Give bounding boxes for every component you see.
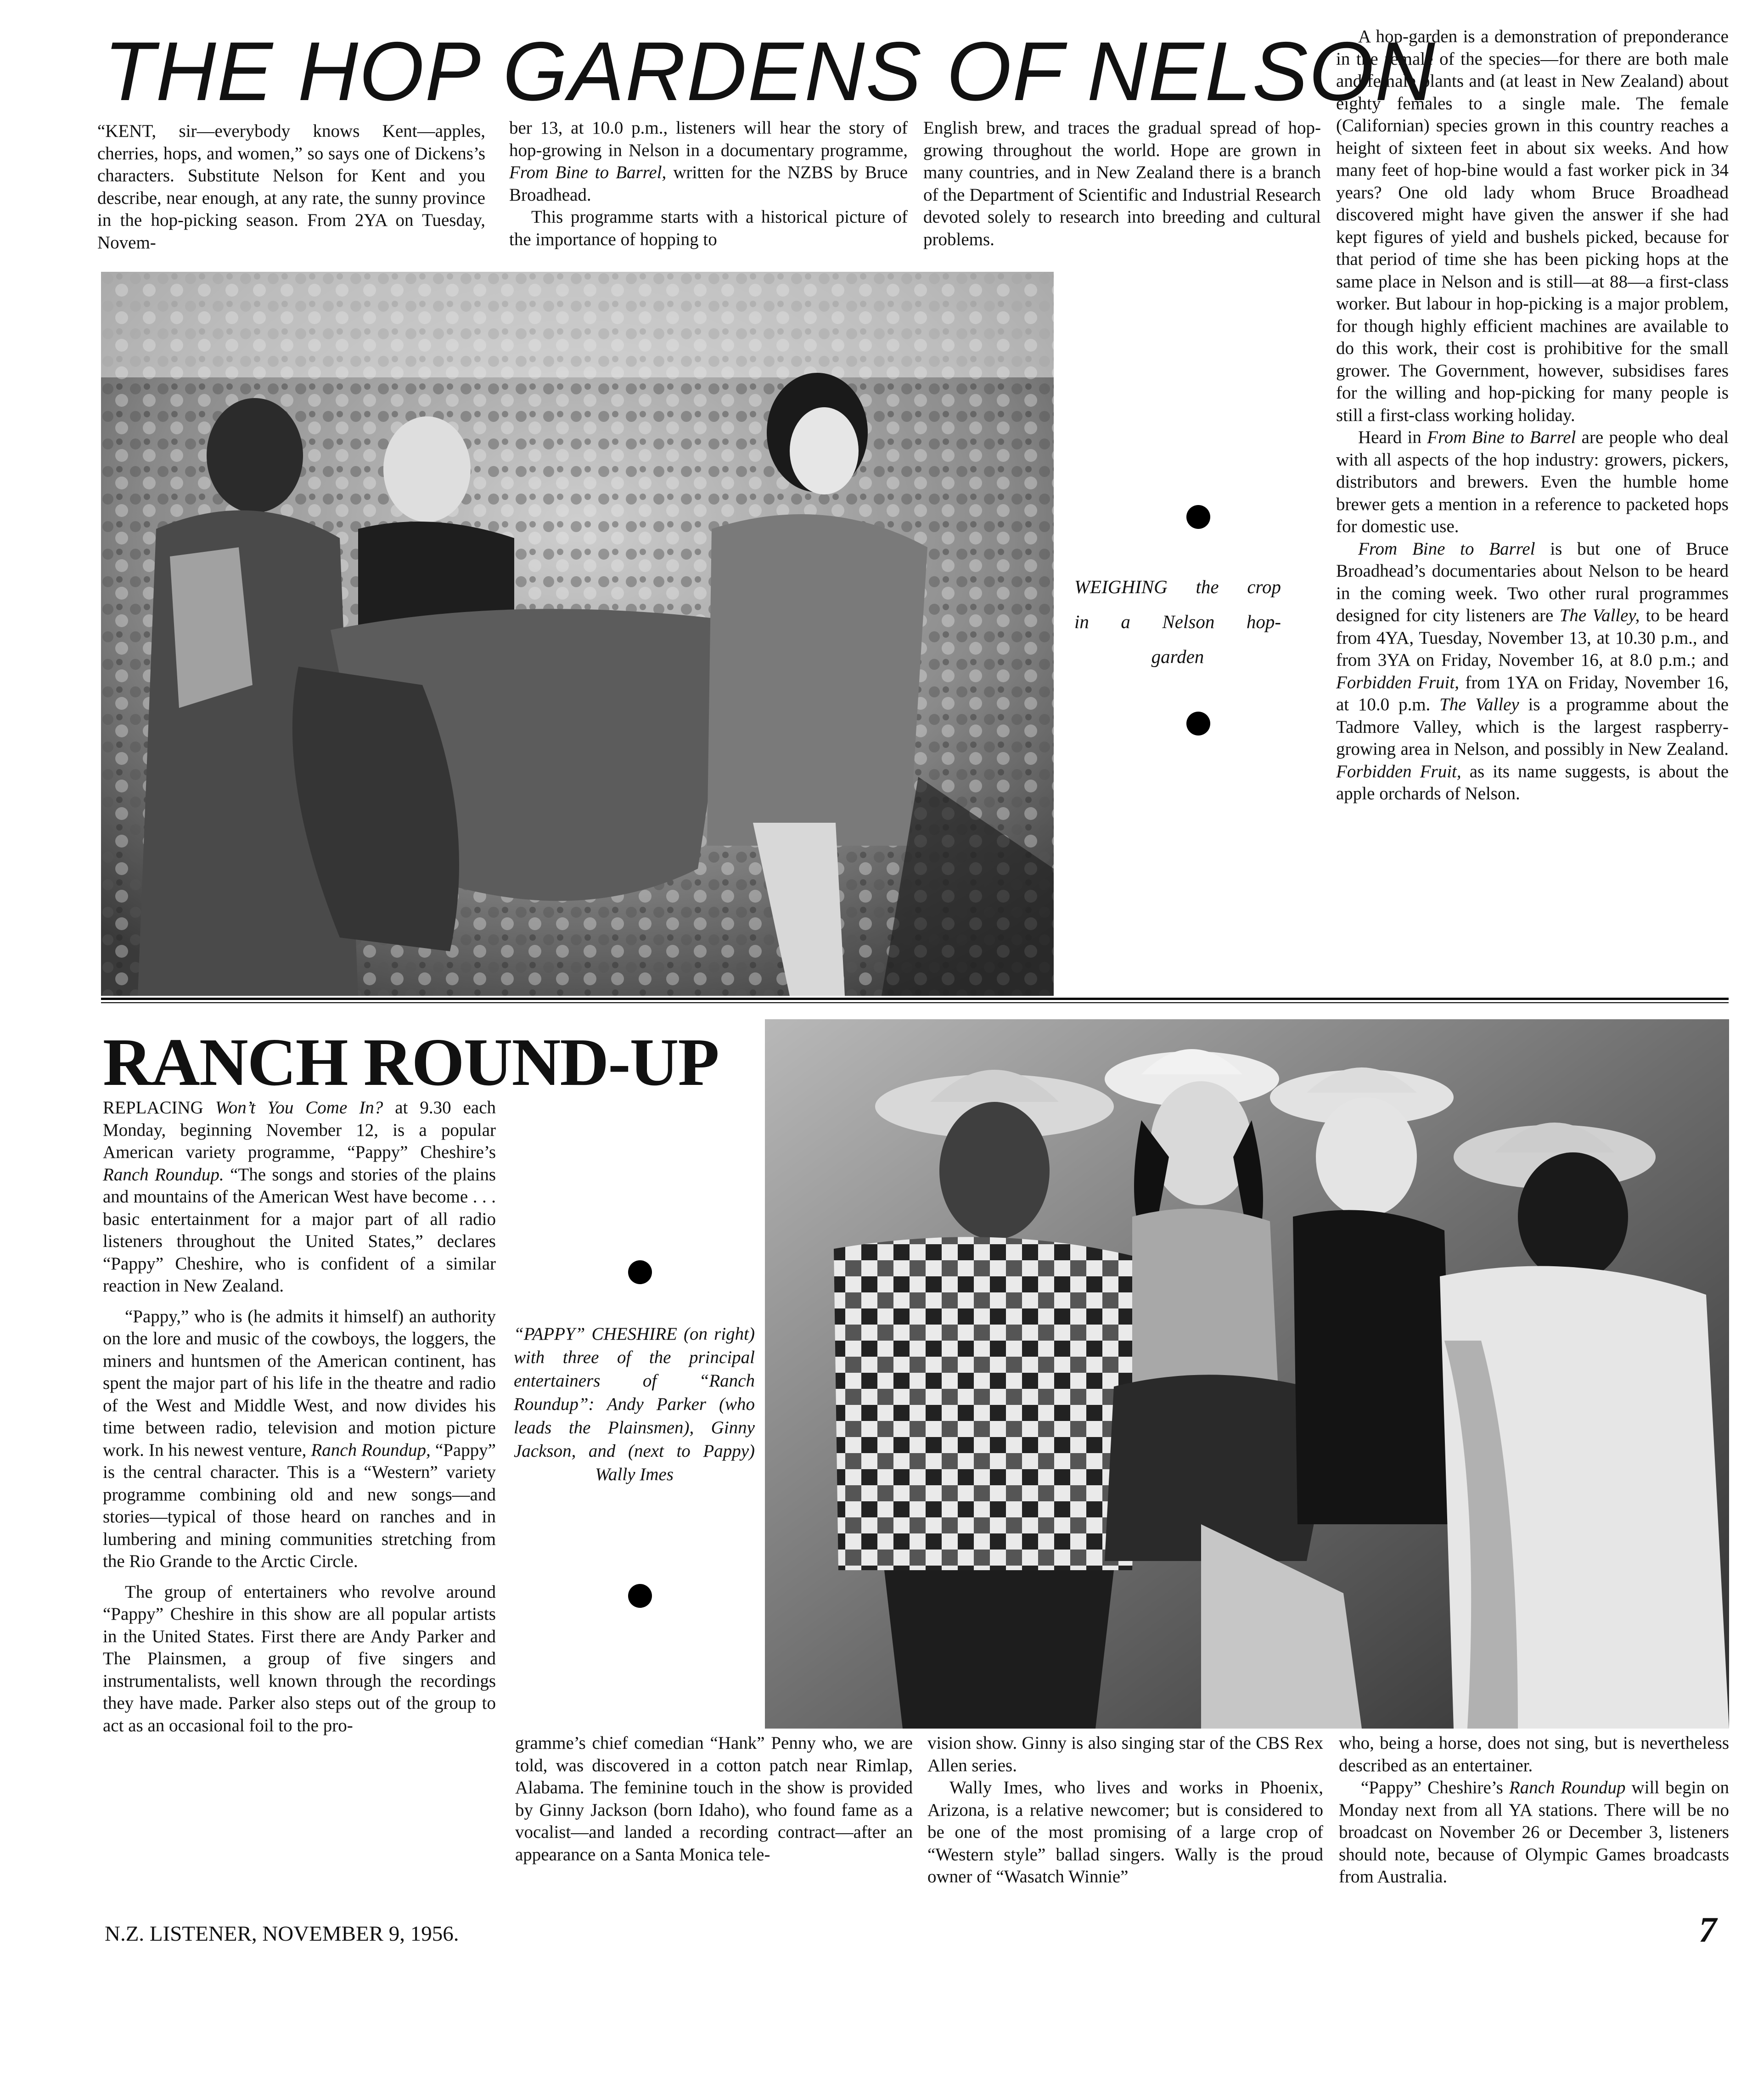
hop-col-4 — [1336, 26, 1729, 805]
hop-col-2-p1: ber 13, at 10.0 p.m., listeners will hear the story of hop-growing in Nelson in a documentary programme, From Bine to Barrel, written for the NZBS by Bruce Broadhead. — [509, 118, 908, 205]
ranch-col-3-p1: vision show. Ginny is also singing star of the CBS Rex Allen series. — [927, 1733, 1323, 1775]
article-title-ranch-roundup: RANCH ROUND-UP — [103, 1025, 719, 1100]
ranch-col-1 — [103, 1097, 496, 1737]
page-number: 7 — [1699, 1909, 1717, 1949]
hop-col-4-p3: From Bine to Barrel is but one of Bruce Broadhead’s documentaries about Nelson to be heard in the coming week. Two other rural programmes designed for city listeners are The Valley, to be heard from 4YA, Tuesday, November 13, at 10.30 p.m., and from 3YA on Friday, November 16, at 8.0 p.m.; and Forbidden Fruit, from 1YA on Friday, November 16, at 10.0 p.m. The Valley is a programme about the Tadmore Valley, which is the largest raspberry-growing area in Nelson, and possibly in New Zealand. Forbidden Fruit, as its name suggests, is about the apple orchards of Nelson. — [1336, 539, 1729, 803]
caption-line-3: garden — [1151, 646, 1204, 667]
hop-picking-photo — [101, 272, 1054, 996]
hop-col-2-p2: This programme starts with a historical picture of the importance of hopping to — [509, 207, 908, 249]
hop-col-1 — [97, 120, 485, 254]
ranch-col-3-p2: Wally Imes, who lives and works in Phoenix, Arizona, is a relative newcomer; but is considered to be one of the most promising of a large crop of “Western style” ballad singers. Wally is the proud owner of “Wasatch Winnie” — [927, 1778, 1323, 1887]
ranch-col-4 — [1339, 1732, 1729, 1888]
bullet-dot — [628, 1584, 652, 1608]
section-divider — [101, 998, 1729, 1000]
ranch-col-4-p2: “Pappy” Cheshire’s Ranch Roundup will begin on Monday next from all YA stations. There will be no broadcast on November 26 or December 3, listeners should note, because of Olympic Games broadcasts from Australia. — [1339, 1778, 1729, 1887]
ranch-col-4-p1: who, being a horse, does not sing, but is nevertheless described as an entertainer. — [1339, 1733, 1729, 1775]
section-divider-2 — [101, 1002, 1729, 1003]
caption-line-2: in a Nelson hop- — [1074, 611, 1281, 632]
bullet-dot — [628, 1260, 652, 1284]
ranch-col-2 — [515, 1732, 913, 1866]
issue-footer: N.Z. LISTENER, NOVEMBER 9, 1956. — [105, 1922, 459, 1946]
ranch-col-2-text: gramme’s chief comedian “Hank” Penny who, we are told, was discovered in a cotton patch near Rimlap, Alabama. The feminine touch in the show is provided by Ginny Jackson (born Idaho), who found fame as a vocalist—and landed a recording contract—after an appearance on a Santa Monica tele- — [515, 1733, 913, 1864]
ranch-col-1-p1: REPLACING Won’t You Come In? at 9.30 each Monday, beginning November 12, is a popular American variety programme, “Pappy” Cheshire’s Ranch Roundup. “The songs and stories of the plains and mountains of the American West have become . . . basic entertainment for a major part of all radio listeners throughout the United States,” declares “Pappy” Cheshire, who is confident of a similar reaction in New Zealand. — [103, 1098, 496, 1296]
ranch-roundup-photo — [765, 1019, 1729, 1729]
caption-line-1: WEIGHING the crop — [1074, 576, 1281, 597]
ranch-col-1-p2: “Pappy,” who is (he admits it himself) an authority on the lore and music of the cowboys, the loggers, the miners and huntsmen of the American continent, has spent the major part of his life in the theatre and radio of the West and Middle West, and now divides his time between radio, television and motion picture work. In his newest venture, Ranch Roundup, “Pappy” is the central character. This is a “Western” variety programme combining old and new songs—and stories—typical of those heard on ranches and in lumbering and mining communities stretching from the Rio Grande to the Arctic Circle. — [103, 1306, 496, 1571]
bullet-dot — [1186, 505, 1210, 529]
hop-col-4-p1: A hop-garden is a demonstration of preponderance in the female of the species—for there are both male and female plants and (at least in New Zealand) about eighty females to a single male. The female (Californian) species grown in this country reaches a height of sixteen feet in about six weeks. And how many feet of hop-bine would a fast worker pick in 34 years? One old lady whom Bruce Broadhead discovered might have given the answer if she had kept figures of yield and bushels picked, because for that period of time she has been picking hops at the same place in Nelson and is still—at 88—a first-class worker. But labour in hop-picking is a major problem, for though highly efficient machines are available to do this work, their cost is prohibitive for the small grower. The Government, however, subsidises fares for the willing and hop-picking for many people is still a first-class working holiday. — [1336, 27, 1729, 425]
hop-col-2 — [509, 117, 908, 251]
article-title-hop-gardens: THE HOP GARDENS OF NELSON — [104, 24, 1436, 118]
hop-photo-caption — [1074, 569, 1281, 674]
hop-col-4-p2: Heard in From Bine to Barrel are people who deal with all aspects of the hop industry: growers, pickers, distributors and brewers. Even the humble home brewer gets a mention in a reference to packeted hops for domestic use. — [1336, 427, 1729, 536]
ranch-col-3 — [927, 1732, 1323, 1888]
hop-picking-photo-image — [101, 272, 1054, 996]
hop-col-3-text: English brew, and traces the gradual spread of hop-growing throughout the world. Hope are grown in many countries, and in New Zealand there is a branch of the Department of Scientific and Industrial Research devoted solely to research into breeding and cultural problems. — [923, 118, 1321, 249]
hop-col-1-text: “KENT, sir—everybody knows Kent—apples, cherries, hops, and women,” so says one of Dickens’s characters. Substitute Nelson for Kent and you describe, near enough, at any rate, the sunny province in the hop-picking season. From 2YA on Tuesday, Novem- — [97, 121, 485, 253]
ranch-col-1-p3: The group of entertainers who revolve around “Pappy” Cheshire in this show are all popular artists in the United States. First there are Andy Parker and The Plainsmen, a group of five singers and instrumentalists, well known through the recordings they have made. Parker also steps out of the group to act as an occasional foil to the pro- — [103, 1582, 496, 1735]
ranch-photo-caption: “PAPPY” CHESHIRE (on right) with three of the principal entertainers of “Ranch Roundup”: Andy Parker (who leads the Plainsmen), Ginny Jackson, and (next to Pappy) Wally Imes — [514, 1324, 755, 1484]
bullet-dot — [1186, 712, 1210, 736]
hop-col-3 — [923, 117, 1321, 251]
ranch-roundup-photo-image — [765, 1019, 1729, 1729]
